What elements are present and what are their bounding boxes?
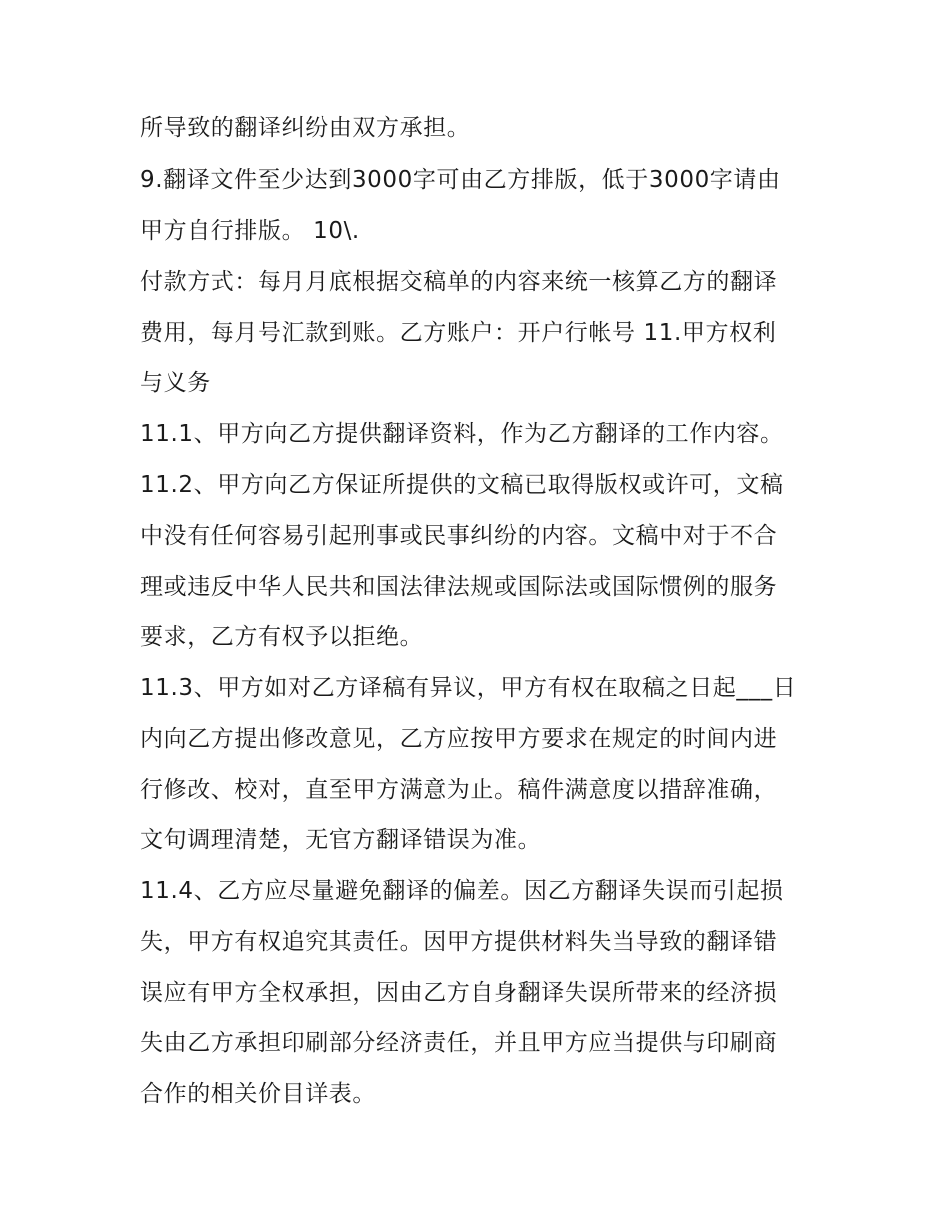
text-line: 行修改、校对，直至甲方满意为止。稿件满意度以措辞准确， [140,777,778,803]
text-line: 内向乙方提出修改意见，乙方应按甲方要求在规定的时间内进 [140,726,778,752]
text-line: 合作的相关价目详表。 [140,1081,376,1107]
text-line: 失，甲方有权追究其责任。因甲方提供材料失当导致的翻译错 [140,929,778,955]
text-line: 11.4、乙方应尽量避免翻译的偏差。因乙方翻译失误而引起损 [140,878,784,904]
text-line: 失由乙方承担印刷部分经济责任，并且甲方应当提供与印刷商 [140,1030,778,1056]
text-line: 9.翻译文件至少达到3000字可由乙方排版，低于3000字请由 [140,167,781,193]
text-line: 误应有甲方全权承担，因由乙方自身翻译失误所带来的经济损 [140,980,778,1006]
text-line: 要求，乙方有权予以拒绝。 [140,624,424,650]
text-line: 理或违反中华人民共和国法律法规或国际法或国际惯例的服务 [140,574,778,600]
text-line: 费用，每月号汇款到账。乙方账户：开户行帐号 11.甲方权利 [140,320,777,346]
text-line: 11.2、甲方向乙方保证所提供的文稿已取得版权或许可，文稿 [140,472,784,498]
text-line: 11.3、甲方如对乙方译稿有异议，甲方有权在取稿之日起___日 [140,675,797,701]
text-line: 11.1、甲方向乙方提供翻译资料，作为乙方翻译的工作内容。 [140,421,784,447]
text-line: 付款方式：每月月底根据交稿单的内容来统一核算乙方的翻译 [140,269,778,295]
text-line: 所导致的翻译纠纷由双方承担。 [140,115,471,141]
text-line: 文句调理清楚，无官方翻译错误为准。 [140,827,542,853]
text-line: 甲方自行排版。 10\. [140,218,360,244]
text-line: 中没有任何容易引起刑事或民事纠纷的内容。文稿中对于不合 [140,523,778,549]
text-line: 与义务 [140,370,211,396]
